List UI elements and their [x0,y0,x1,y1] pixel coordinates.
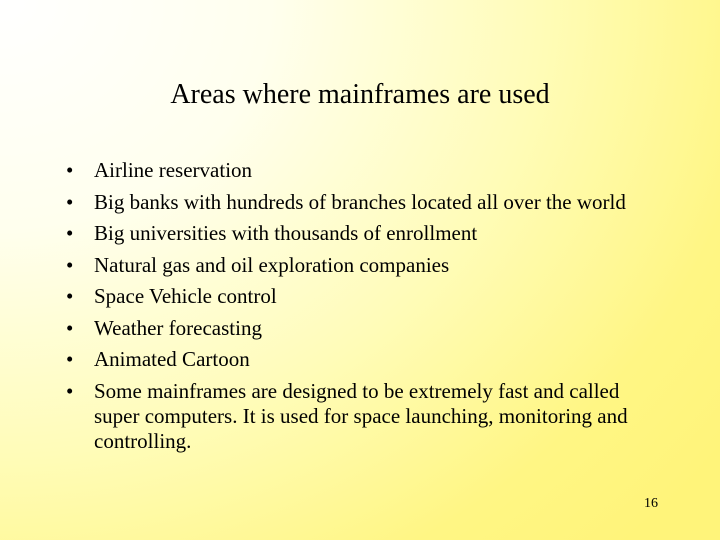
bullet-item [66,347,666,372]
bullet-text: Big banks with hundreds of branches located all over the world [94,189,626,214]
bullet-icon: • [66,378,74,403]
page-number: 16 [644,496,658,511]
bullet-text: Some mainframes are designed to be extremely fast and called super computers. It is used for space launching, monitoring and controlling. [94,378,628,453]
bullet-icon: • [66,284,74,308]
bullet-icon: • [66,252,74,277]
bullet-text: Weather forecasting [94,315,262,340]
bullet-text: Space Vehicle control [94,284,277,308]
bullet-item [66,284,666,309]
bullet-icon: • [66,315,74,340]
bullet-text: Big universities with thousands of enrollment [94,221,478,245]
bullet-item [66,190,666,215]
bullet-item [66,253,666,278]
bullet-item [66,379,666,454]
bullet-text: Airline reservation [94,158,253,182]
bullet-list [66,158,666,460]
bullet-item [66,158,666,183]
bullet-text: Animated Cartoon [94,347,250,371]
bullet-icon: • [66,221,74,245]
bullet-text: Natural gas and oil exploration companies [94,252,450,277]
bullet-item [66,316,666,341]
bullet-icon: • [66,158,74,182]
slide-title: Areas where mainframes are used [170,79,550,110]
bullet-icon: • [66,347,74,371]
bullet-item [66,221,666,246]
bullet-icon: • [66,189,74,214]
